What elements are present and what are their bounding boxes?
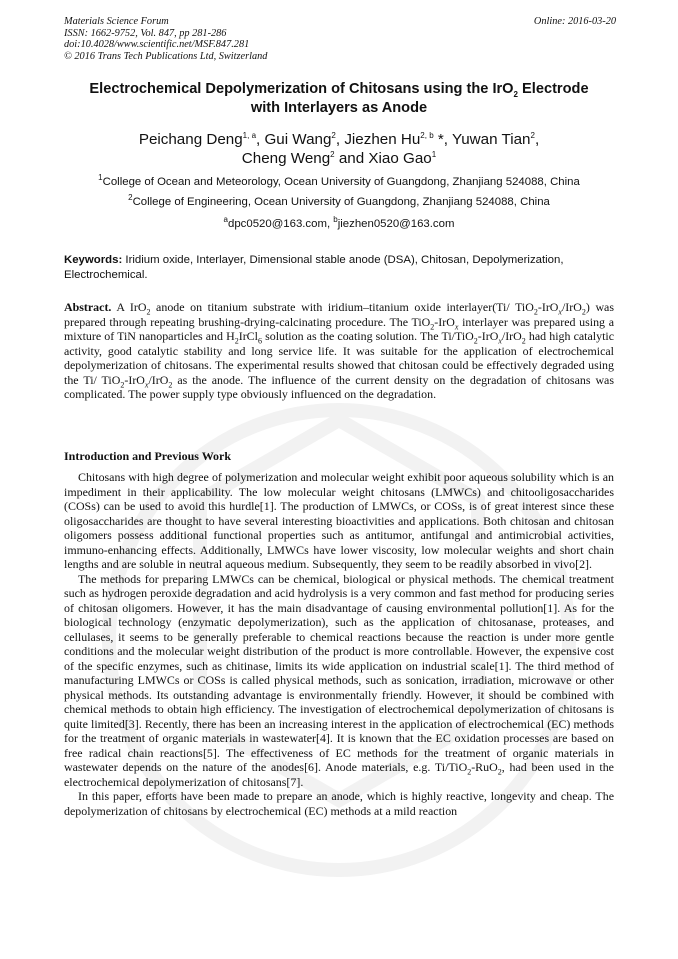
paragraph-sub: 2	[467, 767, 472, 777]
author-name: , Gui Wang	[256, 131, 332, 148]
keywords-label: Keywords:	[64, 254, 123, 266]
author-name: Cheng Weng	[241, 150, 331, 167]
author-sup: 2	[330, 149, 335, 159]
author-name: , Jiezhen Hu	[335, 131, 421, 148]
author-sup: 2	[331, 130, 336, 140]
paragraph-text: The methods for preparing LMWCs can be chemical, biological or physical methods. The chemical treatment such as hydrogen peroxide degradation and acid hydrolysis is a very common and fast method for producing series of chitosan oligomers. However, it has the main disadvantage of causing environmental pollution[1]. As for the biological technology (enzymatic depolymerization), such as the application of chitosanase, proteases, and cellulases, it seems to be generally preferable to chemical reactions because the reaction is under more gentle conditions and the molecular weight distribution of the product is more controllable. However, the expensive cost of the specific enzymes, such as chitinase, limits its wide application on industrial scale[1]. The third method of manufacturing LMWCs or COSs is called physical methods, such as sonication, irradiation, microwave or other physical methods. Its outstanding advantage is environmentally friendly. However, it should be combined with chemical methods to obtain high efficiency. The investigation of electrochemical depolymerization of chitosans is quite limited[3]. Recently, there has been an increasing interest in the application of electrochemical (EC) methods for the treatment of organic materials in wastewater[4]. It is known that the EC oxidation processes are based on free radical chain reactions[5]. The effectiveness of EC methods for the treatment of organic materials in wastewater depends on the nature of the anodes[6]. Anode materials, e.g. Ti/TiO	[64, 571, 614, 774]
section-heading: Introduction and Previous Work	[64, 449, 232, 463]
paragraph-2	[64, 572, 614, 790]
abstract-sub: 2	[521, 336, 526, 346]
abstract-sub: x	[498, 336, 502, 346]
paragraph-3: In this paper, efforts have been made to prepare an anode, which is highly reactive, longevity and cheap. The depolymerization of chitosans by electrochemical (EC) methods at a mild reaction	[64, 789, 614, 818]
online-date: Online: 2016-03-20	[533, 16, 616, 27]
journal-info	[64, 16, 267, 62]
aff-text: College of Ocean and Meteorology, Ocean University of Guangdong, Zhanjiang 524088, China	[102, 176, 580, 188]
paragraph-text: , had been used in the electrochemical depolymerization of chitosans[7].	[64, 760, 614, 789]
abstract	[64, 300, 614, 402]
abstract-sub: 2	[120, 379, 125, 389]
author-name: , Yuwan Tian	[443, 131, 531, 148]
copyright: © 2016 Trans Tech Publications Ltd, Switzerland	[64, 50, 268, 62]
author-list	[40, 130, 638, 168]
author-sup: 2	[530, 130, 535, 140]
abstract-sub: 2	[533, 307, 538, 317]
abstract-text: -IrO	[537, 300, 559, 314]
email-link[interactable]: jiezhen0520@163.com	[337, 218, 455, 230]
abstract-sub: 2	[581, 307, 586, 317]
affiliation-1	[40, 173, 638, 188]
paper-title	[40, 80, 638, 118]
abstract-text: /IrO	[148, 372, 169, 387]
corresponding-mark: *	[433, 131, 444, 148]
abstract-sub: 2	[146, 307, 151, 317]
author-sep: ,	[534, 131, 540, 148]
abstract-sub: 2	[168, 379, 173, 389]
abstract-text: as the anode. The influence of the current density on the degradation of chitosans was complicated. The power supply type obviously influenced on the degradation.	[64, 372, 615, 401]
abstract-sub: x	[144, 379, 149, 389]
aff-sup: 2	[128, 193, 133, 203]
abstract-text: IrCl	[238, 329, 258, 343]
paragraph-text: -RuO	[471, 760, 498, 774]
keywords-text: Iridium oxide, Interlayer, Dimensional stable anode (DSA), Chitosan, Depolymerization, Electrochemical.	[64, 254, 564, 281]
author-sup: 2, b	[420, 130, 434, 140]
email-link[interactable]: dpc0520@163.com,	[228, 218, 334, 230]
author-sup: 1, a	[242, 130, 257, 140]
title-text-2: Electrode	[518, 81, 589, 97]
title-text-3: with Interlayers as Anode	[250, 100, 428, 116]
abstract-sub: x	[454, 321, 459, 331]
aff-sup: 1	[98, 173, 103, 183]
abstract-text: -IrO	[124, 372, 145, 387]
abstract-sub: 2	[234, 336, 239, 346]
abstract-text: /IrO	[561, 300, 582, 314]
introduction	[64, 470, 614, 818]
abstract-sub: x	[558, 307, 562, 317]
abstract-text: -IrO	[434, 314, 455, 329]
doi: doi:10.4028/www.scientific.net/MSF.847.281	[64, 39, 250, 51]
email-sup: b	[333, 215, 338, 225]
email-sup: a	[223, 215, 228, 225]
paragraph-1: Chitosans with high degree of polymerization and molecular weight exhibit poor aqueous solubility which is an impediment in their applicability. The low molecular weight chitosans (LMWCs) and chitooligosaccharides (COSs) can be used to avoid this hurdle[1]. The production of LMWCs, or COSs, is of great interest since these oligosaccharides are thought to have several interesting bioactivities and applications. Both chitosan and chitosan oligomers possess additional functional properties such as antitumor, antifungal and antimicrobial activities, immuno-enhancing effects. Additionally, LMWCs have lower viscosity, low molecular weights and short chain lengths and are soluble in neutral aqueous medium. Subsequently, they seem to be readily absorbed in vivo[2].	[64, 470, 614, 571]
abstract-text: -IrO	[477, 329, 499, 343]
abstract-text: /IrO	[501, 329, 522, 343]
keywords	[64, 253, 614, 282]
abstract-text: anode on titanium substrate with iridium–titanium oxide interlayer(Ti/ TiO	[150, 300, 534, 314]
paragraph-sub: 2	[497, 767, 502, 777]
abstract-text: ) was prepared through repeating brushing-drying-calcinating procedure. The TiO	[64, 300, 615, 329]
emails	[40, 215, 638, 230]
abstract-sub: 2	[473, 336, 478, 346]
title-text-1: Electrochemical Depolymerization of Chitosans using the IrO	[89, 81, 514, 97]
abstract-text: had high catalytic activity, good catalytic stability and long service life. It was suitable for the application of electrochemical depolymerization of chitosans. The experimental results showed that chitosan could be effectively degraded using the Ti/ TiO	[64, 329, 615, 387]
aff-text: College of Engineering, Ocean University of Guangdong, Zhanjiang 524088, China	[132, 196, 550, 208]
abstract-text: interlayer was prepared using a mixture of TiN nanoparticles and H	[64, 314, 614, 343]
abstract-text: solution as the coating solution. The Ti/TiO	[261, 329, 474, 343]
journal-name: Materials Science Forum	[64, 16, 169, 27]
affiliation-2	[40, 193, 638, 208]
abstract-sub: 2	[430, 321, 435, 331]
abstract-text: A IrO	[111, 300, 147, 314]
abstract-label: Abstract.	[64, 300, 112, 314]
author-name: Peichang Deng	[138, 131, 243, 148]
issn: ISSN: 1662-9752, Vol. 847, pp 281-286	[64, 27, 227, 39]
author-sup: 1	[431, 149, 437, 159]
author-name: and Xiao Gao	[334, 150, 432, 167]
abstract-sub: 6	[257, 336, 262, 346]
title-sub: 2	[513, 89, 518, 99]
